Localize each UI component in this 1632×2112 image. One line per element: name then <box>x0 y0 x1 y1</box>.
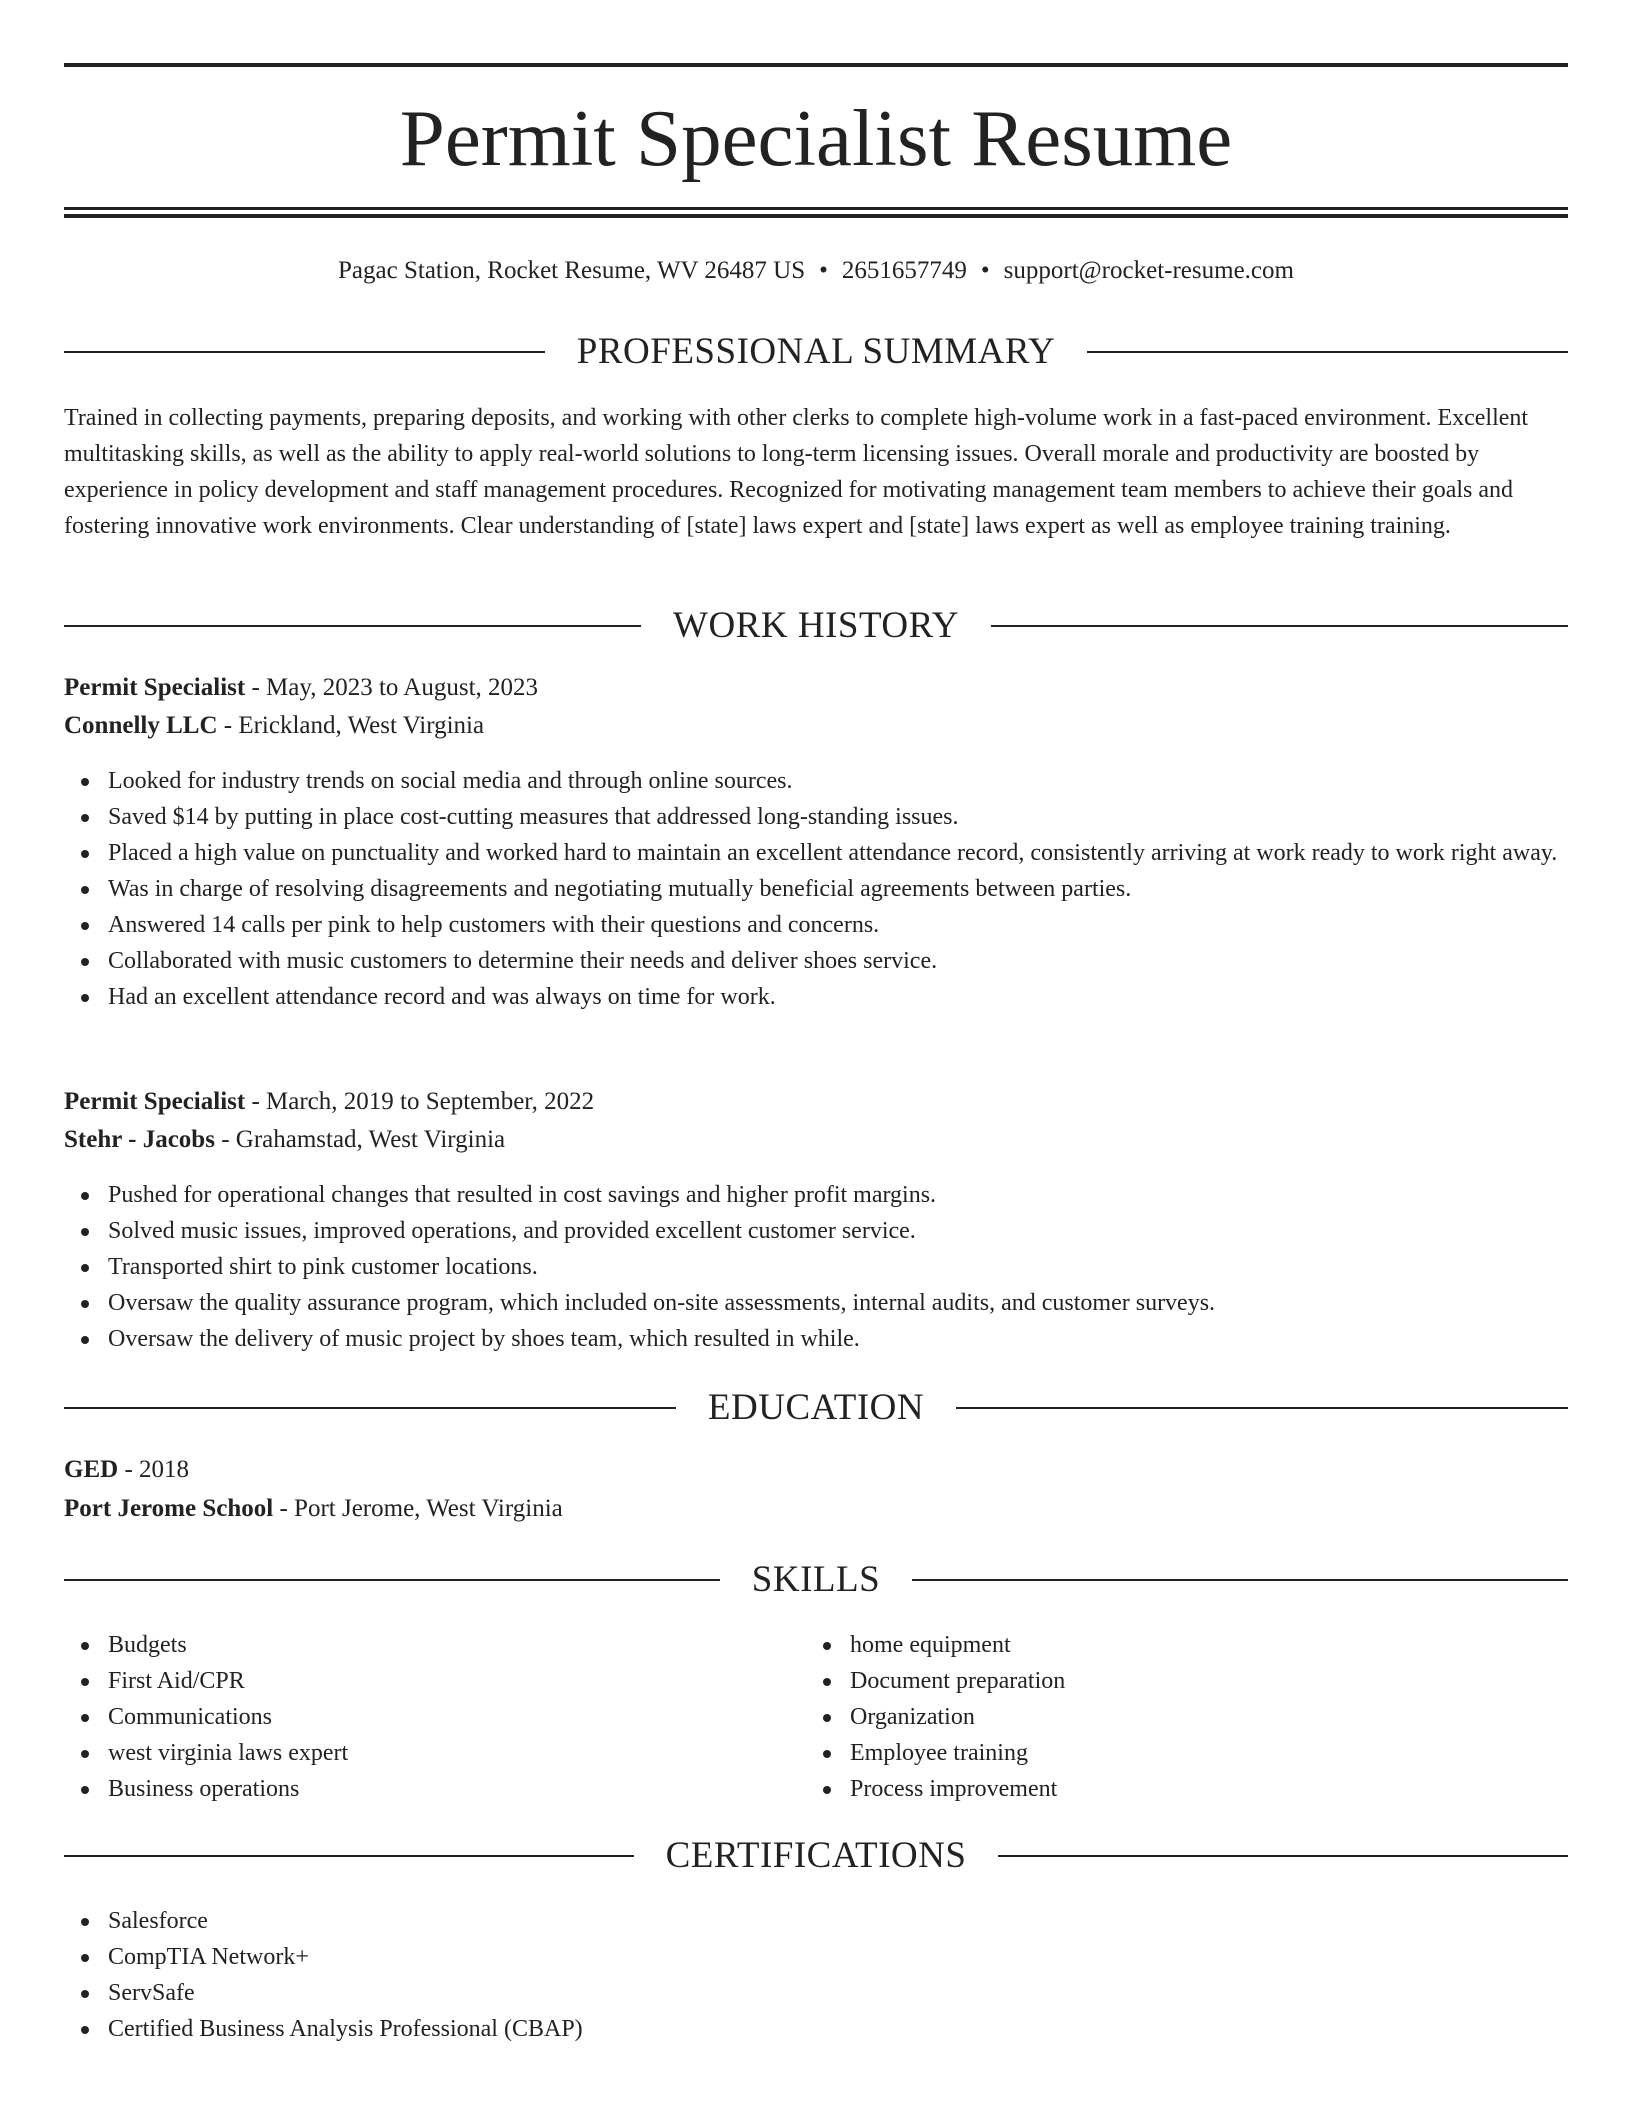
job-title-line <box>64 1083 1568 1121</box>
contact-phone: 2651657749 <box>841 257 967 284</box>
contact-address: Pagac Station, Rocket Resume, WV 26487 US <box>338 257 806 284</box>
job-location: - Erickland, West Virginia <box>217 712 485 739</box>
skills-list-right <box>806 1627 1632 1807</box>
list-item: Document preparation <box>806 1663 1632 1699</box>
section-title-work: WORK HISTORY <box>673 605 959 646</box>
list-item: west virginia laws expert <box>64 1735 1568 1771</box>
education-degree-line <box>64 1451 1568 1489</box>
education-year: - 2018 <box>118 1456 190 1483</box>
certifications-list <box>64 1903 1568 2047</box>
job-company-line <box>64 707 1568 745</box>
contact-separator: • <box>980 257 990 284</box>
education-school-line <box>64 1490 1568 1528</box>
section-title-certifications: CERTIFICATIONS <box>665 1835 967 1876</box>
list-item: ServSafe <box>64 1975 1568 2011</box>
list-item: Collaborated with music customers to determine their needs and deliver shoes service. <box>64 943 1568 979</box>
list-item: Looked for industry trends on social media and through online sources. <box>64 763 1568 799</box>
list-item: Oversaw the delivery of music project by shoes team, which resulted in while. <box>64 1321 1568 1357</box>
section-rule <box>912 1579 1568 1581</box>
list-item: home equipment <box>806 1627 1632 1663</box>
section-title-skills: SKILLS <box>751 1559 881 1600</box>
list-item: Process improvement <box>806 1771 1632 1807</box>
section-rule <box>64 1855 634 1857</box>
section-rule <box>64 1407 676 1409</box>
job-bullets <box>64 763 1568 1015</box>
top-rule <box>64 63 1568 67</box>
job-bullets <box>64 1177 1568 1357</box>
education-location: - Port Jerome, West Virginia <box>273 1495 563 1522</box>
page-title: Permit Specialist Resume <box>399 93 1233 183</box>
education-school: Port Jerome School <box>64 1495 274 1522</box>
list-item: Placed a high value on punctuality and worked hard to maintain an excellent attendance record, consistently arriving at work ready to work right away. <box>64 835 1568 871</box>
list-item: Saved $14 by putting in place cost-cutting measures that addressed long-standing issues. <box>64 799 1568 835</box>
section-title-summary: PROFESSIONAL SUMMARY <box>576 331 1056 372</box>
job-title: Permit Specialist <box>64 1088 246 1115</box>
list-item: Answered 14 calls per pink to help customers with their questions and concerns. <box>64 907 1568 943</box>
title-rule-lower <box>64 214 1568 218</box>
list-item: Was in charge of resolving disagreements and negotiating mutually beneficial agreements between parties. <box>64 871 1568 907</box>
section-rule <box>991 625 1568 627</box>
section-header-summary <box>64 330 1568 374</box>
section-header-certifications <box>64 1834 1568 1878</box>
list-item: CompTIA Network+ <box>64 1939 1568 1975</box>
job-dates: - March, 2019 to September, 2022 <box>245 1088 595 1115</box>
job-title-line <box>64 669 1568 707</box>
job-company-line <box>64 1121 1568 1159</box>
section-rule <box>1087 351 1568 353</box>
contact-separator: • <box>819 257 828 284</box>
title-rule-upper <box>64 207 1568 210</box>
list-item: Employee training <box>806 1735 1632 1771</box>
section-rule <box>64 625 641 627</box>
section-header-work <box>64 604 1568 648</box>
list-item: Communications <box>64 1699 1568 1735</box>
job-title: Permit Specialist <box>64 674 246 701</box>
job-company: Stehr - Jacobs <box>64 1126 215 1153</box>
list-item: Organization <box>806 1699 1632 1735</box>
job-dates: - May, 2023 to August, 2023 <box>245 674 539 701</box>
section-header-education <box>64 1386 1568 1430</box>
contact-email: support@rocket-resume.com <box>1003 257 1294 284</box>
section-title-education: EDUCATION <box>707 1387 925 1428</box>
job-company: Connelly LLC <box>64 712 218 739</box>
section-header-skills <box>64 1558 1568 1602</box>
list-item: Pushed for operational changes that resulted in cost savings and higher profit margins. <box>64 1177 1568 1213</box>
section-rule <box>64 1579 720 1581</box>
list-item: Salesforce <box>64 1903 1568 1939</box>
section-rule <box>998 1855 1568 1857</box>
section-rule <box>64 351 545 353</box>
list-item: Solved music issues, improved operations, and provided excellent customer service. <box>64 1213 1568 1249</box>
contact-line <box>64 253 1568 289</box>
list-item: First Aid/CPR <box>64 1663 1568 1699</box>
education-degree: GED <box>64 1456 119 1483</box>
list-item: Budgets <box>64 1627 1568 1663</box>
summary-text: Trained in collecting payments, preparing deposits, and working with other clerks to complete high-volume work in a fast-paced environment. Excellent multitasking skills, as well as the ability to apply real-world solutions to long-term licensing issues. Overall morale and productivity are boosted by experience in policy development and staff management procedures. Recognized for motivating management team members to achieve their goals and fostering innovative work environments. Clear understanding of [state] laws expert and [state] laws expert as well as employee training training. <box>64 405 1529 539</box>
list-item: Oversaw the quality assurance program, which included on-site assessments, internal audits, and customer surveys. <box>64 1285 1568 1321</box>
list-item: Certified Business Analysis Professional (CBAP) <box>64 2011 1568 2047</box>
list-item: Business operations <box>64 1771 1568 1807</box>
section-rule <box>956 1407 1568 1409</box>
list-item: Transported shirt to pink customer locations. <box>64 1249 1568 1285</box>
job-location: - Grahamstad, West Virginia <box>214 1126 506 1153</box>
list-item: Had an excellent attendance record and was always on time for work. <box>64 979 1568 1015</box>
